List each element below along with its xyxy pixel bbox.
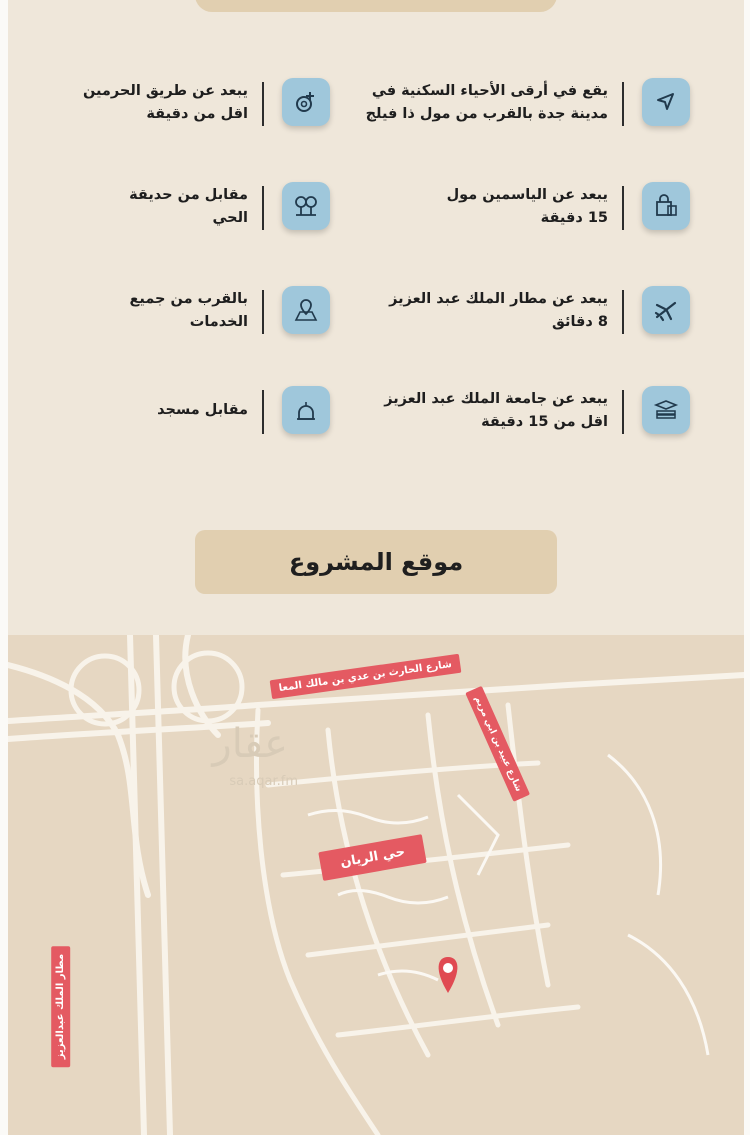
map-streets [8,635,744,1135]
feature-university [384,382,690,442]
feature-services [60,282,330,342]
section-title-project-location: موقع المشروع [195,530,557,594]
project-location-map[interactable] [8,635,744,1135]
district-label: حي الريان [318,834,427,881]
page-frame-left [0,0,8,1135]
feature-text: يبعد عن مطار الملك عبد العزيز 8 دقائق [389,291,608,330]
feature-text: مقابل من حديقة الحي [129,187,248,226]
feature-text: يبعد عن طريق الحرمين اقل من دقيقة [82,83,248,122]
feature-airport [390,282,690,342]
page-frame-right [744,0,750,1135]
watermark-url: sa.aqar.fm [229,774,298,789]
top-banner-tab [195,0,557,12]
feature-text: يقع في أرقى الأحياء السكنية في مدينة جدة بالقرب من مول ذا فيلج [365,83,608,122]
feature-location [365,74,690,134]
map-pin-icon [282,286,330,334]
road-icon [282,78,330,126]
feature-haramain-road [60,74,330,134]
feature-mosque [60,382,330,442]
feature-text: يبعد عن الياسمين مول 15 دقيقة [446,187,608,226]
airplane-icon [642,286,690,334]
mosque-icon [282,386,330,434]
feature-text: مقابل مسجد [157,402,248,418]
navigation-arrow-icon [642,78,690,126]
street-label-right: شارع عبيد بن ابي مريم [465,686,530,802]
shopping-bag-icon [642,182,690,230]
feature-text: يبعد عن جامعة الملك عبد العزيز اقل من 15 دقيقة [384,391,608,430]
watermark: عقار [212,721,288,767]
feature-yasmin-mall [390,178,690,238]
graduation-books-icon [642,386,690,434]
feature-park [60,178,330,238]
location-pin-icon[interactable] [439,957,458,993]
street-label-top: شارع الحارث بن عدي بن مالك المعا [270,654,461,699]
trees-icon [282,182,330,230]
feature-text: بالقرب من جميع الخدمات [129,291,248,330]
airport-label: مطار الملك عبدالعزيز [51,946,70,1067]
